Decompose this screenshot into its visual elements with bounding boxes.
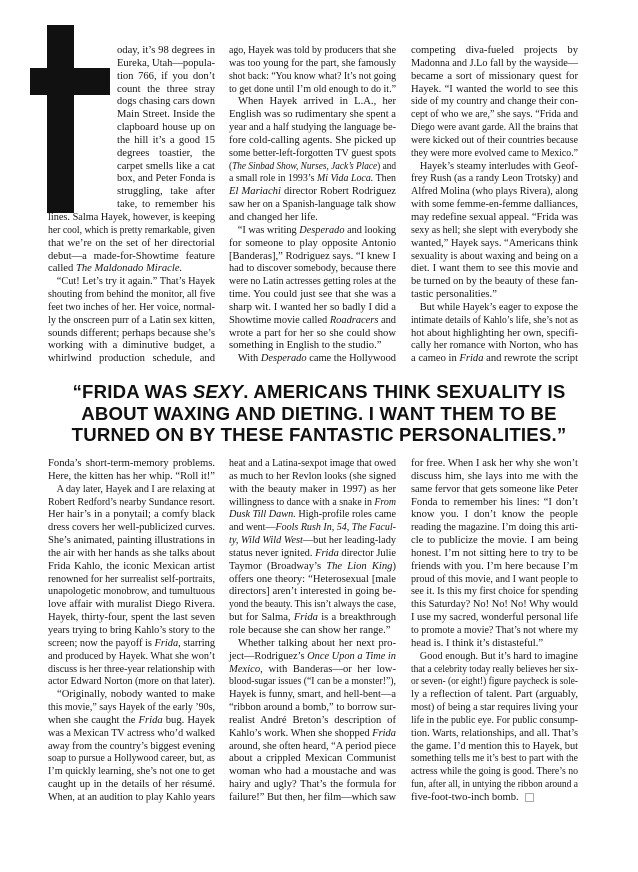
text-line: Hayek’s steamy interludes with Geof- xyxy=(419,160,578,172)
text-line: I use my sacred, wonderful personal life xyxy=(411,612,578,624)
text-line: Dusk Till Dawn. High-profile roles came xyxy=(229,509,396,521)
pull-quote-line: TURNED ON BY THESE FANTASTIC PERSONALITIES.” xyxy=(71,424,567,445)
text-line: heat and a Latina-sexpot image that owed xyxy=(229,458,396,469)
text-line: clapboard house up on xyxy=(117,122,215,134)
text-line: head is. I think it’s distasteful.” xyxy=(411,637,544,649)
text-line: year and a half studying the language be- xyxy=(229,122,396,134)
text-line: tastic personalities.” xyxy=(411,289,497,301)
text-line: oday, it’s 98 degrees in xyxy=(117,45,215,56)
text-line: around, she often heard, “A period piece xyxy=(229,740,396,752)
text-line: English was so rudimentary she spent a xyxy=(229,109,396,121)
text-line: with some femme-en-femme dalliances, xyxy=(411,199,578,211)
text-line: a small role in 1993’s Mi Vida Loca. Then xyxy=(229,173,396,185)
text-line: something tells me it’s best to part with the xyxy=(411,753,578,765)
text-line: Fonda to remember his lines: “I don’t xyxy=(411,496,578,508)
text-line: cle to publicize the movie. I am being xyxy=(411,535,578,547)
text-line: love affair with muralist Diego Rivera. xyxy=(48,599,215,611)
text-line: I’m quickly learning, she’s not one to get xyxy=(48,766,215,778)
text-line: (The Sinbad Show, Nurses, Jack’s Place) and xyxy=(229,160,396,172)
text-line: realist André Breton’s description of xyxy=(229,714,396,726)
text-line: side of my country and change their con- xyxy=(411,96,578,108)
text-line: sexuality is about waxing and being on a xyxy=(411,250,578,262)
text-line: soap to pursue a Hollywood career, but, as xyxy=(48,753,215,765)
text-line: dress covers her well-publicized curves. xyxy=(48,522,215,534)
end-of-article-square-icon xyxy=(525,793,534,802)
text-line: with the beauty maker in 1997) as her xyxy=(229,483,396,495)
text-line: life in the public eye. For public consump- xyxy=(411,714,578,726)
pull-quote-line: ABOUT WAXING AND DIETING. I WANT THEM TO BE xyxy=(81,402,557,424)
text-line: ty, Wild Wild West—but her leading-lady xyxy=(229,535,396,547)
text-line: actress while the going is good. There’s no xyxy=(411,766,578,778)
pull-quote xyxy=(20,381,618,446)
text-line: ject—Rodriguez’s Once Upon a Time in xyxy=(229,650,396,662)
text-line: and produced by Hayek. What she won’t xyxy=(48,650,215,662)
text-line: “Cut! Let’s try it again.” That’s Hayek xyxy=(56,276,215,288)
text-line: status never ignited. Frida director Julie xyxy=(229,547,396,559)
text-line: time. You could just see that she was a xyxy=(229,289,396,301)
text-line: friends with you. I’m here because I’m xyxy=(411,560,578,572)
article-column-bottom-middle xyxy=(229,458,396,805)
text-line: intimate details of Kahlo’s life, she’s not as xyxy=(411,314,578,326)
text-line: some better-left-forgotten TV guest spots xyxy=(229,147,396,159)
text-line: blood-sugar issues (“I can be a monster!”), xyxy=(229,676,396,688)
article-column-bottom-left xyxy=(48,458,215,805)
text-line: discuss is her three-year relationship with xyxy=(48,663,215,675)
text-line: With Desperado came the Hollywood xyxy=(237,353,396,365)
text-line: that we’re on the set of her directorial xyxy=(48,237,215,249)
text-line: carpet smells like a cat xyxy=(117,160,215,172)
text-line: was too young for the part, she famously xyxy=(229,57,396,69)
text-line: working with a diminutive budget, a xyxy=(48,340,215,352)
text-line: a cameo in Frida and rewrote the script xyxy=(411,353,578,365)
text-line: may redefine sexual appeal. “Frida was xyxy=(411,211,578,223)
text-line: for someone to play opposite Antonio xyxy=(229,237,396,249)
text-line: this movie,” says Hayek of the early ’90s, xyxy=(48,702,215,714)
text-line: woman who had a moustache and was xyxy=(229,766,396,778)
text-line: When, at an audition to play Kahlo years xyxy=(48,791,215,803)
text-line: this Saturday? No! No! No! Why would xyxy=(411,599,578,611)
text-line: willingness to dance with a snake in From xyxy=(229,496,396,508)
text-line: Taymor (Broadway’s The Lion King) xyxy=(229,560,396,572)
text-line: dogs chasing cars down xyxy=(117,96,215,108)
text-line: Madonna and J.Lo fall by the wayside— xyxy=(411,57,578,69)
text-line: lines. Salma Hayek, however, is keeping xyxy=(48,211,215,223)
text-line: to promote a movie? That’s not where my xyxy=(411,624,578,636)
text-line: fore cold-calling agents. She picked up xyxy=(229,134,396,146)
text-line: Main Street. Inside the xyxy=(117,109,215,121)
text-line: debut—a made-for-Showtime feature xyxy=(48,250,215,262)
text-line: sexy as hell; she slept with everybody she xyxy=(411,224,578,236)
text-line: away from the country’s biggest evening xyxy=(48,740,215,752)
text-line: screen; now the payoff is Frida, starring xyxy=(48,637,215,649)
text-line: Eureka, Utah—popula- xyxy=(117,57,215,69)
text-line: Fonda’s short-term-memory problems. xyxy=(48,458,215,469)
text-line: “I was writing Desperado and looking xyxy=(237,224,396,236)
text-line: know you. I don’t know the people xyxy=(411,509,578,521)
pull-quote-line: “FRIDA WAS SEXY. AMERICANS THINK SEXUALITY IS xyxy=(72,381,566,402)
text-line: and went—Fools Rush In, 54, The Facul- xyxy=(229,522,396,534)
text-line: offers one theory: “Heterosexual [male xyxy=(229,573,396,585)
text-line: the hill it’s a good 15 xyxy=(117,134,215,146)
text-line: Hayek is funny, smart, and hell-bent—a xyxy=(229,689,396,701)
text-line: same fervor that gets someone like Peter xyxy=(411,483,578,495)
text-line: were kicked out of their countries because xyxy=(411,134,578,146)
text-line: Good enough. But it’s hard to imagine xyxy=(419,650,578,662)
text-line: Her hair’s in a ponytail; a comfy black xyxy=(48,509,215,521)
text-line: became a sort of missionary quest for xyxy=(411,70,578,82)
text-line: but for Salma, Frida is a breakthrough xyxy=(229,612,396,624)
text-line: feet two inches of her. Her voice, normal- xyxy=(48,301,215,313)
text-line: take, to remember his xyxy=(117,199,215,211)
text-line: shot back: “You know what? It’s not going xyxy=(229,70,396,82)
text-line: proud of this movie, and I want people to xyxy=(411,573,578,585)
text-line: as much to her Revlon looks (she signed xyxy=(229,470,396,482)
article-column-top-right xyxy=(411,45,578,366)
text-line: frey Rush (as a randy Leon Trotsky) and xyxy=(411,173,578,185)
text-line: wanted,” Hayek says. “Americans think xyxy=(411,237,578,249)
article-column-top-left xyxy=(48,45,215,366)
text-line: for free. When I ask her why she won’t xyxy=(411,458,578,469)
article-column-bottom-right xyxy=(411,458,578,805)
text-line: hairy and ugly? That’s the formula for xyxy=(229,779,396,791)
text-line: A day later, Hayek and I are relaxing at xyxy=(56,483,215,495)
text-line: sharp wit. I wanted her so badly I did a xyxy=(229,301,396,313)
text-line: ago, Hayek was told by producers that she xyxy=(229,45,396,56)
text-line: Kahlo’s work. When she shopped Frida xyxy=(229,727,396,739)
text-line: reading the magazine. I’m doing this arti- xyxy=(411,522,578,534)
text-line: five-foot-two-inch bomb. xyxy=(411,792,578,805)
text-line: Mexico, with Banderas—or her low- xyxy=(229,663,396,675)
text-line: When Hayek arrived in L.A., her xyxy=(238,96,396,108)
text-line: struggling, take after xyxy=(117,186,215,198)
text-line: fun, after all, in untying the ribbon around a xyxy=(411,779,578,791)
text-line: actor Edward Norton (more on that later). xyxy=(48,676,215,688)
text-line: failure!” But then, her film—which saw xyxy=(229,791,396,803)
text-line: Hayek, thirty-four, spent the last seven xyxy=(48,612,215,624)
text-line: something in English to the studio.” xyxy=(229,340,382,352)
text-line: wrote a part for her so she could show xyxy=(229,327,396,339)
text-line: tion. Warts, relationships, and all. That’s xyxy=(411,727,578,739)
text-line: the game. I’d mention this to Hayek, but xyxy=(411,740,578,752)
text-line: shouting from behind the monitor, all five xyxy=(48,289,215,301)
text-line: to get done until I’m old enough to do it.” xyxy=(229,83,396,95)
text-line: most) of being a star requires living your xyxy=(411,702,578,714)
text-line: and changed her life. xyxy=(229,211,318,223)
text-line: competing diva-fueled projects by xyxy=(411,45,578,56)
text-line: or seven- (or eight!) figure paycheck is sole- xyxy=(411,676,578,688)
text-line: Hayek. “I wanted the world to see this xyxy=(411,83,578,95)
text-line: was a Mexican TV actress who’d walked xyxy=(48,727,215,739)
text-line: they were more evolved came to Mexico.” xyxy=(411,147,578,159)
text-line: Robert Redford’s nearby Sundance resort. xyxy=(48,496,215,508)
text-line: discuss him, she lays into me with the xyxy=(411,470,578,482)
text-line: see it. Is this my first choice for spending xyxy=(411,586,578,598)
text-line: box, and Peter Fonda is xyxy=(117,173,215,185)
text-line: “ribbon around a bomb,” to borrow sur- xyxy=(229,702,396,714)
text-line: saw her on a Spanish-language talk show xyxy=(229,199,396,211)
text-line: renowned for her surrealist self-portraits, xyxy=(48,573,215,585)
text-line: Diego were avant garde. All the brains that xyxy=(411,122,578,134)
text-line: Alfred Molina (who plays Rivera), along xyxy=(411,186,578,198)
text-line: degrees toastier, the xyxy=(117,147,215,159)
text-line: yond the beauty. This isn’t always the case, xyxy=(229,599,396,611)
text-line: cally her romance with Norton, who has xyxy=(411,340,578,352)
text-line: whirlwind production schedule, and xyxy=(48,353,215,365)
text-line: directors] aren’t interested in going be- xyxy=(229,586,396,598)
text-line: that a celebrity today really believes her six- xyxy=(411,663,578,675)
text-line: caught up in the details of her résumé. xyxy=(48,779,215,791)
text-line: the air with her hands as she talks about xyxy=(48,547,215,559)
text-line: count the three stray xyxy=(117,83,215,95)
text-line: Whether talking about her next pro- xyxy=(238,637,396,649)
text-line: “Originally, nobody wanted to make xyxy=(57,689,215,701)
text-line: ly a reflection of talent. Part (arguably, xyxy=(411,689,578,701)
text-line: role because she can show her range.” xyxy=(229,624,391,636)
text-line: She’s animated, painting illustrations in xyxy=(48,535,215,547)
text-line: cept of who we are,” she says. “Frida and xyxy=(411,109,578,121)
text-line: El Mariachi director Robert Rodriguez xyxy=(229,186,396,198)
text-line: years trying to bring Kahlo’s story to the xyxy=(48,624,215,636)
text-line: were no Latin actresses getting roles at the xyxy=(229,276,396,288)
text-line: called The Maldonado Miracle. xyxy=(48,263,183,275)
text-line: about a crippled Mexican Communist xyxy=(229,753,396,765)
text-line: had to discover somebody, because there xyxy=(229,263,396,275)
text-line: sounds different; perhaps because she’s xyxy=(48,327,215,339)
text-line: when she caught the Frida bug. Hayek xyxy=(48,714,215,726)
text-line: But while Hayek’s eager to expose the xyxy=(419,301,578,313)
text-line: unapologetic monobrow, and tumultuous xyxy=(48,586,215,598)
text-line: honest. I’m not sitting here to try to be xyxy=(411,547,578,559)
article-column-top-middle xyxy=(229,45,396,366)
text-line: her cool, which is pretty remarkable, given xyxy=(48,224,215,236)
text-line: Here, the kitten has her whip. “Roll it!” xyxy=(48,470,215,482)
text-line: ly the onscreen purr of a Latin sex kitten, xyxy=(48,314,215,326)
text-line: Showtime movie called Roadracers and xyxy=(229,314,396,326)
text-line: be turned on by the beauty of these fan- xyxy=(411,276,578,288)
text-line: hot about highlighting her own, specifi- xyxy=(411,327,578,339)
text-line: Frida Kahlo, the iconic Mexican artist xyxy=(48,560,215,572)
text-line: [Banderas],” Rodriguez says. “I knew I xyxy=(229,250,396,262)
text-line: tion 766, if you don’t xyxy=(117,70,215,82)
text-line: diet. I want them to see this movie and xyxy=(411,263,578,275)
